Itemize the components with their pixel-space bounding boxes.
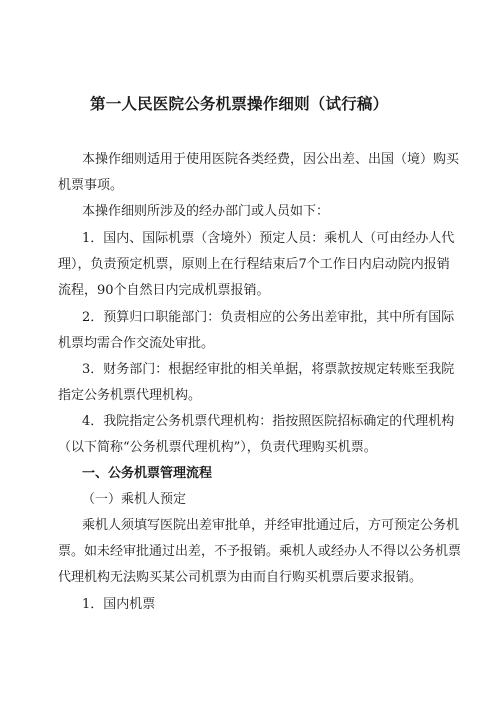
paragraph-line: 2．预算归口职能部门：负责相应的公务出差审批，其中所有国际 — [82, 310, 455, 325]
subsection-heading: （一）乘机人预定 — [82, 492, 187, 507]
paragraph-line: 流程，90个自然日内完成机票报销。 — [58, 283, 270, 298]
paragraph-line: 机票事项。 — [58, 178, 124, 193]
paragraph-line: （以下简称“公务机票代理机构”），负责代理购买机票。 — [58, 440, 377, 455]
paragraph-line: 理），负责预定机票，原则上在行程结束后7个工作日内启动院内报销 — [58, 257, 450, 272]
document-title: 第一人民医院公务机票操作细则（试行稿） — [90, 95, 389, 113]
paragraph-line: 票。如未经审批通过出差，不予报销。乘机人或经办人不得以公务机票 — [58, 544, 462, 559]
paragraph-line: 代理机构无法购买某公司机票为由而自行购买机票后要求报销。 — [58, 570, 423, 585]
paragraph-line: 乘机人须填写医院出差审批单，并经审批通过后，方可预定公务机 — [82, 518, 460, 533]
section-heading: 一、公务机票管理流程 — [82, 466, 213, 481]
paragraph-line: 本操作细则所涉及的经办部门或人员如下： — [82, 204, 330, 219]
list-item-heading: 1．国内机票 — [82, 597, 156, 612]
paragraph-line: 4．我院指定公务机票代理机构：指按照医院招标确定的代理机构 — [82, 414, 455, 429]
paragraph-line: 1．国内、国际机票（含境外）预定人员：乘机人（可由经办人代 — [82, 231, 455, 246]
paragraph-line: 本操作细则适用于使用医院各类经费，因公出差、出国（境）购买 — [82, 152, 460, 167]
paragraph-line: 指定公务机票代理机构。 — [58, 388, 202, 403]
paragraph-line: 机票均需合作交流处审批。 — [58, 336, 215, 351]
paragraph-line: 3．财务部门：根据经审批的相关单据，将票款按规定转账至我院 — [82, 362, 455, 377]
